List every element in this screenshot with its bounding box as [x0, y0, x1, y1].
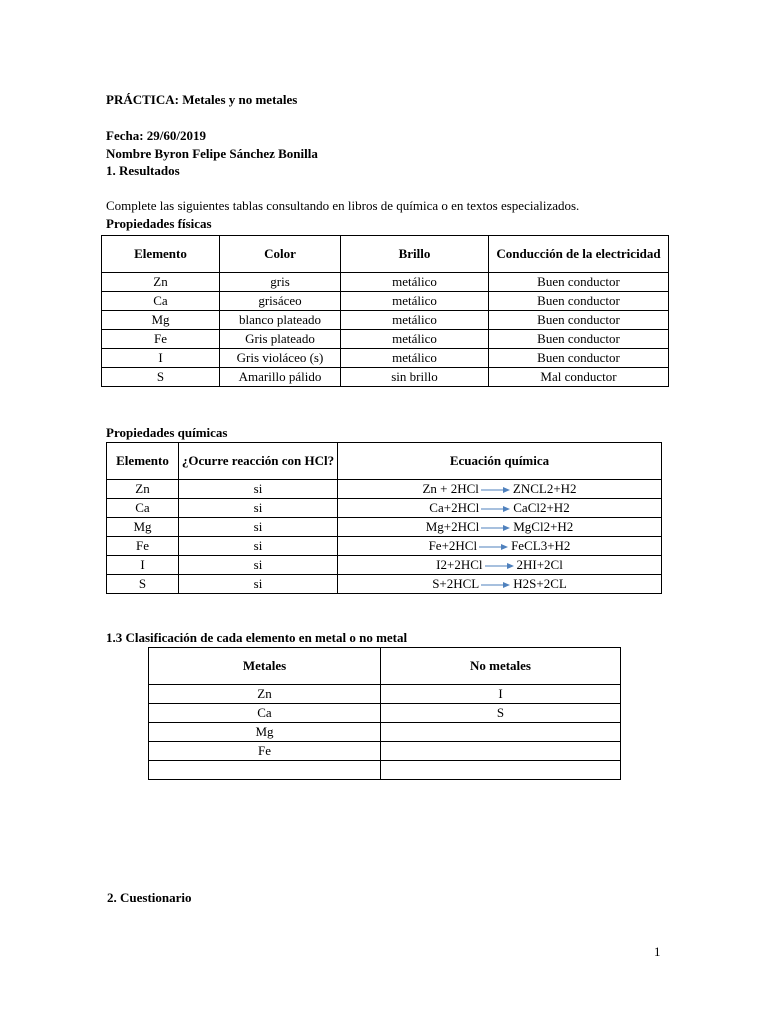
reaction-arrow-icon: [479, 543, 509, 551]
table-header-row: [102, 236, 669, 273]
table-row: [149, 742, 621, 761]
table-cell: [149, 761, 381, 780]
table-row: [107, 518, 662, 537]
table-cell: I: [107, 556, 179, 575]
equation-products: CaCl2+H2: [513, 500, 570, 515]
reaction-arrow-icon: [481, 505, 511, 513]
table-cell: [381, 761, 621, 780]
table-cell: S: [102, 368, 220, 387]
table-cell: Zn: [102, 273, 220, 292]
table-cell: metálico: [341, 273, 489, 292]
section-1-heading: 1. Resultados: [106, 163, 180, 178]
physical-properties-table: [101, 235, 669, 387]
table-cell: si: [179, 537, 338, 556]
equation-cell: [338, 575, 662, 594]
table-row: [102, 273, 669, 292]
column-header: Ecuación química: [338, 443, 662, 480]
name-line: Nombre Byron Felipe Sánchez Bonilla: [106, 146, 318, 161]
date-line: Fecha: 29/60/2019: [106, 128, 207, 143]
table-cell: Mg: [149, 723, 381, 742]
instructions-text: Complete las siguientes tablas consultando en libros de química o en textos especializados.: [106, 198, 580, 213]
table-row: [107, 480, 662, 499]
equation-reactants: Mg+2HCl: [425, 519, 480, 534]
table-row: [149, 704, 621, 723]
equation-products: ZNCL2+H2: [512, 481, 577, 496]
table-cell: Buen conductor: [489, 311, 669, 330]
table-cell: Buen conductor: [489, 273, 669, 292]
table-cell: metálico: [341, 349, 489, 368]
reaction-arrow-icon: [481, 486, 511, 494]
table-cell: Mal conductor: [489, 368, 669, 387]
table-cell: Mg: [107, 518, 179, 537]
table-row: [102, 292, 669, 311]
table-cell: Fe: [149, 742, 381, 761]
table-row: [102, 368, 669, 387]
reaction-arrow-icon: [481, 524, 511, 532]
table-cell: Ca: [149, 704, 381, 723]
physical-properties-heading: Propiedades físicas: [106, 216, 212, 231]
column-header: Metales: [149, 648, 381, 685]
table-cell: [381, 723, 621, 742]
table-cell: [381, 742, 621, 761]
column-header: Brillo: [341, 236, 489, 273]
table-cell: S: [107, 575, 179, 594]
equation-reactants: Ca+2HCl: [429, 500, 480, 515]
page-number: 1: [654, 944, 661, 959]
table-cell: Buen conductor: [489, 349, 669, 368]
table-header-row: [149, 648, 621, 685]
classification-heading: 1.3 Clasificación de cada elemento en metal o no metal: [106, 630, 408, 645]
chemical-properties-table: [106, 442, 662, 594]
chemical-properties-heading: Propiedades químicas: [106, 425, 228, 440]
reaction-arrow-icon: [485, 562, 515, 570]
table-cell: si: [179, 499, 338, 518]
column-header: No metales: [381, 648, 621, 685]
table-cell: si: [179, 480, 338, 499]
equation-reactants: Fe+2HCl: [428, 538, 478, 553]
table-cell: S: [381, 704, 621, 723]
table-cell: Fe: [107, 537, 179, 556]
page-title: PRÁCTICA: Metales y no metales: [106, 92, 298, 107]
table-row: [149, 761, 621, 780]
table-header-row: [107, 443, 662, 480]
equation-cell: [338, 499, 662, 518]
equation-reactants: S+2HCL: [432, 576, 480, 591]
table-cell: si: [179, 556, 338, 575]
table-cell: Amarillo pálido: [220, 368, 341, 387]
table-cell: sin brillo: [341, 368, 489, 387]
table-cell: Ca: [102, 292, 220, 311]
equation-products: FeCL3+H2: [511, 538, 571, 553]
table-cell: si: [179, 575, 338, 594]
table-row: [149, 723, 621, 742]
table-cell: Zn: [149, 685, 381, 704]
table-row: [102, 330, 669, 349]
equation-cell: [338, 556, 662, 575]
table-cell: blanco plateado: [220, 311, 341, 330]
column-header: Color: [220, 236, 341, 273]
table-cell: si: [179, 518, 338, 537]
column-header: Conducción de la electricidad: [489, 236, 669, 273]
table-cell: metálico: [341, 330, 489, 349]
equation-cell: [338, 480, 662, 499]
table-row: [102, 349, 669, 368]
table-cell: Fe: [102, 330, 220, 349]
column-header: Elemento: [107, 443, 179, 480]
table-cell: Buen conductor: [489, 292, 669, 311]
table-row: [102, 311, 669, 330]
table-cell: grisáceo: [220, 292, 341, 311]
equation-cell: [338, 518, 662, 537]
table-row: [107, 556, 662, 575]
column-header: ¿Ocurre reacción con HCl?: [179, 443, 338, 480]
table-cell: Gris plateado: [220, 330, 341, 349]
table-cell: Zn: [107, 480, 179, 499]
table-cell: Ca: [107, 499, 179, 518]
table-cell: I: [381, 685, 621, 704]
reaction-arrow-icon: [481, 581, 511, 589]
table-row: [107, 575, 662, 594]
table-row: [107, 537, 662, 556]
equation-products: MgCl2+H2: [513, 519, 574, 534]
table-cell: I: [102, 349, 220, 368]
equation-products: H2S+2CL: [513, 576, 567, 591]
equation-reactants: I2+2HCl: [436, 557, 483, 572]
classification-table: [148, 647, 621, 780]
column-header: Elemento: [102, 236, 220, 273]
equation-reactants: Zn + 2HCl: [422, 481, 479, 496]
equation-cell: [338, 537, 662, 556]
table-cell: metálico: [341, 311, 489, 330]
table-row: [107, 499, 662, 518]
table-cell: Gris violáceo (s): [220, 349, 341, 368]
equation-products: 2HI+2Cl: [516, 557, 563, 572]
table-row: [149, 685, 621, 704]
section-2-heading: 2. Cuestionario: [107, 890, 192, 905]
table-cell: Buen conductor: [489, 330, 669, 349]
table-cell: metálico: [341, 292, 489, 311]
table-cell: Mg: [102, 311, 220, 330]
table-cell: gris: [220, 273, 341, 292]
